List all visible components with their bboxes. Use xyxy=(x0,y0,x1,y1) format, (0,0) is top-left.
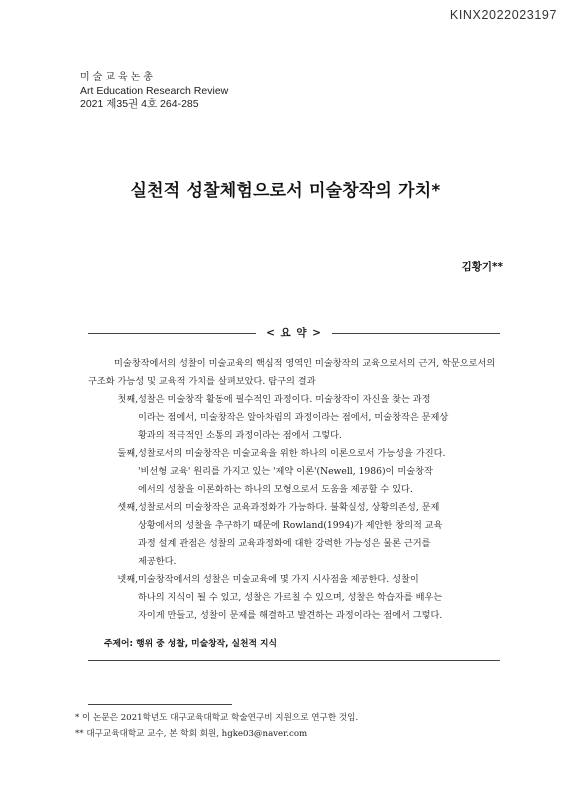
item-body xyxy=(138,445,500,499)
item-label: 둘째, xyxy=(117,448,138,459)
paper-title: 실천적 성찰체험으로서 미술창작의 가치* xyxy=(130,181,441,201)
item-line: 하나의 지식이 될 수 있고, 성찰은 가르칠 수 있으며, 성찰은 학습자를 배우는 xyxy=(138,592,443,603)
abstract-item-fourth xyxy=(88,571,500,625)
item-label: 첫째, xyxy=(117,394,138,405)
item-line: 과정 설계 관점은 성찰의 교육과정화에 대한 강력한 가능성은 물론 근거를 xyxy=(138,538,431,549)
footnote-funding: * 이 논문은 2021학년도 대구교육대학교 학술연구비 지원으로 연구한 것임. xyxy=(75,713,359,723)
author-name: 김황기** xyxy=(461,261,503,273)
item-line: 상황에서의 성찰을 추구하기 때문에 Rowland(1994)가 제안한 창의적 교육 xyxy=(138,520,443,531)
footnote-author: ** 대구교육대학교 교수, 본 학회 회원, hgke03@naver.com xyxy=(75,729,308,739)
item-line: 자이게 만들고, 성찰이 문제를 해결하고 발견하는 과정이라는 점에서 그렇다. xyxy=(138,610,443,621)
item-body xyxy=(138,499,500,571)
item-line: '비선형 교육' 원리를 가지고 있는 '제약 이론'(Newell, 1986)이 미술창작 xyxy=(138,466,433,477)
footnote-rule xyxy=(88,704,232,705)
document-id: KINX2022023197 xyxy=(449,8,557,22)
item-line: 이라는 점에서, 미술창작은 알아차림의 과정이라는 점에서, 미술창작은 문제상 xyxy=(138,412,449,423)
item-label: 셋째, xyxy=(117,502,138,513)
keywords: 주제어: 행위 중 성찰, 미술창작, 실천적 지식 xyxy=(104,639,278,649)
item-label: 넷째, xyxy=(117,574,138,585)
item-line: 성찰로서의 미술창작은 미술교육을 위한 하나의 이론으로서 가능성을 가진다. xyxy=(138,448,446,459)
abstract-item-first xyxy=(88,391,500,445)
footnotes xyxy=(75,710,358,742)
journal-volume: 2021 제35권 4호 264-285 xyxy=(80,98,199,110)
abstract-intro: 미술창작에서의 성찰이 미술교육의 핵심적 영역인 미술창작의 교육으로서의 근거, 학문으로서의 구조화 가능성 및 교육적 가치를 살펴보았다. 탐구의 결과 xyxy=(88,358,496,387)
journal-info xyxy=(80,71,228,112)
item-line: 성찰로서의 미술창작은 교육과정화가 가능하다. 불확실성, 상황의존성, 문제 xyxy=(138,502,440,513)
item-line: 성찰은 미술창작 활동에 필수적인 과정이다. 미술창작이 자신을 찾는 과정 xyxy=(138,394,431,405)
abstract-rule-right xyxy=(332,333,500,334)
item-line: 황과의 적극적인 소통의 과정이라는 점에서 그렇다. xyxy=(138,430,342,441)
abstract-item-second xyxy=(88,445,500,499)
item-body xyxy=(138,391,500,445)
abstract-header xyxy=(88,325,500,341)
abstract-body xyxy=(88,355,500,625)
abstract-bottom-rule xyxy=(88,660,500,661)
item-line: 미술창작에서의 성찰은 미술교육에 몇 가지 시사점을 제공한다. 성찰이 xyxy=(138,574,419,585)
abstract-heading: < 요 약 > xyxy=(266,327,322,339)
journal-name-english: Art Education Research Review xyxy=(80,84,229,97)
item-body xyxy=(138,571,500,625)
item-line: 제공한다. xyxy=(138,556,177,567)
abstract-item-third xyxy=(88,499,500,571)
item-line: 에서의 성찰을 이론화하는 하나의 모형으로서 도움을 제공할 수 있다. xyxy=(138,484,413,495)
journal-name-korean: 미술교육논총 xyxy=(80,72,156,83)
